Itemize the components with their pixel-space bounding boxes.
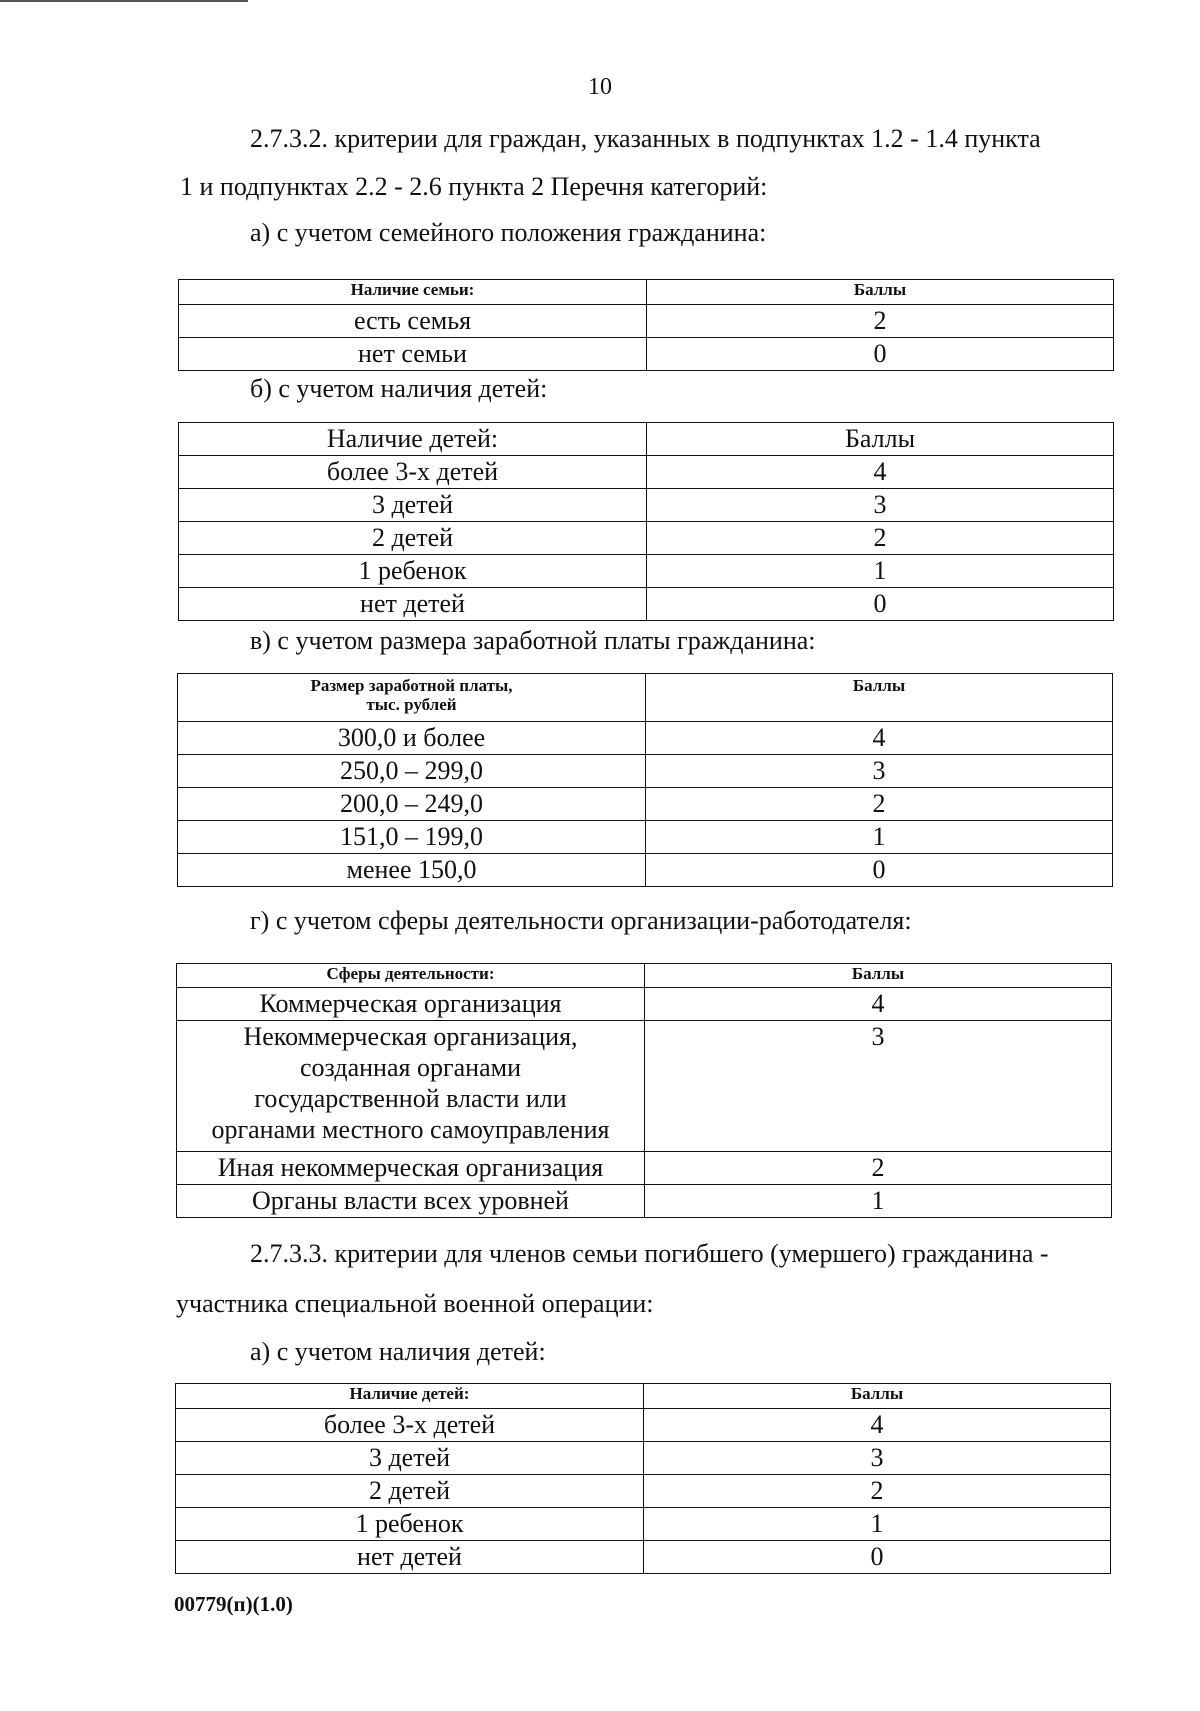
column-header-points: Баллы	[647, 423, 1114, 456]
table-header-row	[179, 423, 1114, 456]
column-header-salary	[178, 674, 646, 722]
salary-header-line1: Размер заработной платы,	[310, 676, 513, 695]
salary-range-cell: менее 150,0	[178, 854, 646, 887]
table-row	[179, 588, 1114, 621]
table-row	[178, 788, 1113, 821]
table-row	[179, 338, 1114, 371]
column-header-points: Баллы	[644, 1384, 1111, 1409]
subsection-g-sphere-heading: г) с учетом сферы деятельности организации-работодателя:	[250, 906, 912, 935]
sphere-name-line: органами местного самоуправления	[211, 1115, 610, 1144]
table-row	[177, 1185, 1112, 1218]
children-count-cell: нет детей	[176, 1541, 644, 1574]
salary-range-cell: 151,0 – 199,0	[178, 821, 646, 854]
table-row	[176, 1541, 1111, 1574]
column-header-children: Наличие детей:	[176, 1384, 644, 1409]
section-2732-line2: 1 и подпунктах 2.2 - 2.6 пункта 2 Перечня категорий:	[180, 172, 768, 201]
family-status-cell: нет семьи	[179, 338, 647, 371]
table-row	[178, 821, 1113, 854]
table-row	[178, 755, 1113, 788]
family-criteria-table	[178, 279, 1114, 371]
sphere-name-cell: Органы власти всех уровней	[177, 1185, 645, 1218]
points-cell: 0	[647, 588, 1114, 621]
salary-range-cell: 250,0 – 299,0	[178, 755, 646, 788]
sphere-name-cell	[177, 1021, 645, 1152]
points-cell: 3	[646, 755, 1113, 788]
points-cell: 1	[644, 1508, 1111, 1541]
sphere-criteria-table	[176, 963, 1112, 1218]
sphere-name-cell: Коммерческая организация	[177, 988, 645, 1021]
salary-header-line2: тыс. рублей	[366, 695, 457, 714]
family-status-cell: есть семья	[179, 305, 647, 338]
points-cell: 1	[647, 555, 1114, 588]
children-count-cell: более 3-х детей	[176, 1409, 644, 1442]
sphere-name-line: государственной власти или	[254, 1084, 567, 1113]
points-cell: 0	[644, 1541, 1111, 1574]
children-count-cell: нет детей	[179, 588, 647, 621]
subsection-v-salary-heading: в) с учетом размера заработной платы гражданина:	[250, 626, 816, 655]
points-cell: 4	[647, 456, 1114, 489]
table-row	[179, 489, 1114, 522]
sphere-name-cell: Иная некоммерческая организация	[177, 1152, 645, 1185]
table-header-row	[177, 964, 1112, 988]
children-criteria-table-2	[175, 1383, 1111, 1574]
table-row	[176, 1475, 1111, 1508]
children-count-cell: 1 ребенок	[179, 555, 647, 588]
points-cell: 2	[646, 788, 1113, 821]
points-cell: 2	[647, 522, 1114, 555]
points-cell: 3	[644, 1442, 1111, 1475]
children-count-cell: более 3-х детей	[179, 456, 647, 489]
points-cell: 2	[647, 305, 1114, 338]
table-header-row	[179, 280, 1114, 305]
table-row	[179, 522, 1114, 555]
column-header-children: Наличие детей:	[179, 423, 647, 456]
column-header-points: Баллы	[647, 280, 1114, 305]
table-row	[179, 305, 1114, 338]
document-code: 00779(п)(1.0)	[174, 1592, 293, 1616]
table-row	[179, 456, 1114, 489]
table-row	[176, 1409, 1111, 1442]
table-row	[177, 1021, 1112, 1152]
points-cell: 2	[645, 1152, 1112, 1185]
points-cell: 3	[645, 1021, 1112, 1152]
points-cell: 0	[646, 854, 1113, 887]
section-2732-line1: 2.7.3.2. критерии для граждан, указанных в подпунктах 1.2 - 1.4 пункта	[250, 124, 1041, 153]
table-row	[179, 555, 1114, 588]
children-count-cell: 3 детей	[176, 1442, 644, 1475]
points-cell: 4	[644, 1409, 1111, 1442]
points-cell: 1	[646, 821, 1113, 854]
page-number: 10	[588, 74, 612, 100]
column-header-points: Баллы	[645, 964, 1112, 988]
salary-range-cell: 200,0 – 249,0	[178, 788, 646, 821]
table-row	[178, 722, 1113, 755]
table-row	[177, 1152, 1112, 1185]
points-cell: 4	[645, 988, 1112, 1021]
table-header-row	[178, 674, 1113, 722]
sphere-name-line: Некоммерческая организация,	[243, 1022, 578, 1051]
section-2733-line1: 2.7.3.3. критерии для членов семьи погибшего (умершего) гражданина -	[250, 1239, 1049, 1268]
salary-criteria-table	[177, 673, 1113, 887]
children-count-cell: 2 детей	[176, 1475, 644, 1508]
points-cell: 1	[645, 1185, 1112, 1218]
column-header-sphere: Сферы деятельности:	[177, 964, 645, 988]
children-count-cell: 3 детей	[179, 489, 647, 522]
sphere-name-line: созданная органами	[300, 1053, 521, 1082]
table-row	[177, 988, 1112, 1021]
table-row	[176, 1442, 1111, 1475]
scan-edge-mark	[0, 0, 248, 2]
column-header-points: Баллы	[646, 674, 1113, 722]
table-row	[178, 854, 1113, 887]
table-header-row	[176, 1384, 1111, 1409]
subsection-a-family-heading: а) с учетом семейного положения гражданина:	[250, 218, 767, 247]
section-2733-line2: участника специальной военной операции:	[176, 1289, 654, 1318]
subsection-b-children-heading: б) с учетом наличия детей:	[250, 374, 548, 403]
children-count-cell: 1 ребенок	[176, 1508, 644, 1541]
salary-range-cell: 300,0 и более	[178, 722, 646, 755]
points-cell: 0	[647, 338, 1114, 371]
points-cell: 3	[647, 489, 1114, 522]
points-cell: 4	[646, 722, 1113, 755]
table-row	[176, 1508, 1111, 1541]
subsection-a-children-heading: а) с учетом наличия детей:	[250, 1337, 546, 1366]
children-count-cell: 2 детей	[179, 522, 647, 555]
column-header-family: Наличие семьи:	[179, 280, 647, 305]
children-criteria-table	[178, 422, 1114, 621]
points-cell: 2	[644, 1475, 1111, 1508]
